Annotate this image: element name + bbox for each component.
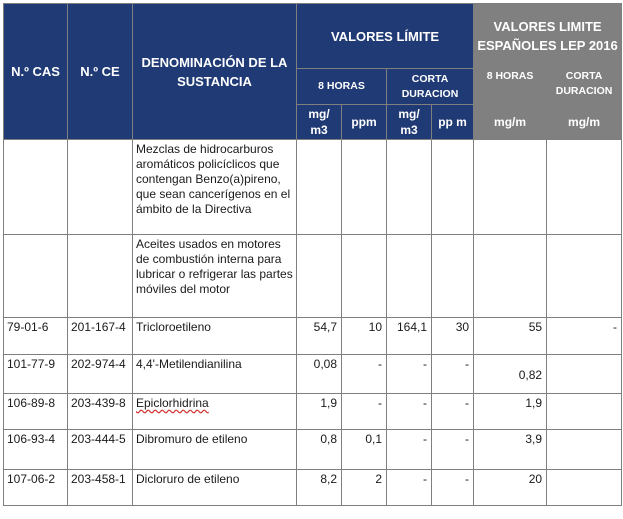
table-row [4, 140, 622, 235]
cell-v2 [342, 140, 387, 235]
cell-ce [68, 235, 133, 318]
cell-v1: 8,2 [297, 470, 342, 506]
cell-ce: 202-974-4 [68, 355, 133, 394]
header-valores-espanoles: VALORES LIMITE ESPAÑOLES LEP 2016 [474, 4, 622, 69]
cell-ce [68, 140, 133, 235]
cell-v4: - [432, 470, 474, 506]
cell-v2: 10 [342, 318, 387, 355]
cell-v6 [547, 355, 622, 394]
cell-v3: 164,1 [387, 318, 432, 355]
cell-v5 [474, 235, 547, 318]
cell-v6 [547, 394, 622, 430]
cell-v2: 2 [342, 470, 387, 506]
cell-ce: 203-458-1 [68, 470, 133, 506]
unit-ppm-8h: ppm [342, 105, 387, 140]
cell-v5: 20 [474, 470, 547, 506]
cell-v1 [297, 140, 342, 235]
cell-v2: 0,1 [342, 430, 387, 470]
cell-v4: - [432, 355, 474, 394]
cell-v4: - [432, 430, 474, 470]
cell-v1: 54,7 [297, 318, 342, 355]
header-ce: N.º CE [68, 4, 133, 140]
header-corta-duracion: CORTA DURACION [387, 69, 474, 105]
cell-name [133, 394, 297, 430]
cell-v3: - [387, 470, 432, 506]
cell-v5: 1,9 [474, 394, 547, 430]
spellcheck-word: Epiclorhidrina [136, 396, 209, 410]
cell-v2: - [342, 394, 387, 430]
cell-name: Mezclas de hidrocarburos aromáticos policíclicos que contengan Benzo(a)pireno, que sean cancerígenos en el ámbito de la Directiva [133, 140, 297, 235]
cell-ce: 201-167-4 [68, 318, 133, 355]
unit-mg-m-8h-es: mg/m [474, 105, 547, 140]
limit-values-table [3, 3, 622, 506]
table-row [4, 470, 622, 506]
cell-cas: 107-06-2 [4, 470, 68, 506]
header-8-horas-es: 8 HORAS [474, 69, 547, 105]
cell-cas [4, 235, 68, 318]
cell-name: 4,4'-Metilendianilina [133, 355, 297, 394]
cell-v1: 0,08 [297, 355, 342, 394]
cell-name: Dibromuro de etileno [133, 430, 297, 470]
table-row [4, 430, 622, 470]
cell-ce: 203-439-8 [68, 394, 133, 430]
cell-v4 [432, 235, 474, 318]
cell-v6: - [547, 318, 622, 355]
header-cas: N.º CAS [4, 4, 68, 140]
header-8-horas: 8 HORAS [297, 69, 387, 105]
cell-v3: - [387, 355, 432, 394]
cell-ce: 203-444-5 [68, 430, 133, 470]
cell-v2 [342, 235, 387, 318]
cell-v2: - [342, 355, 387, 394]
cell-name: Aceites usados en motores de combustión interna para lubricar o refrigerar las partes móviles del motor [133, 235, 297, 318]
unit-mg-m-corta-es: mg/m [547, 105, 622, 140]
cell-v5: 3,9 [474, 430, 547, 470]
cell-v6 [547, 235, 622, 318]
cell-v1 [297, 235, 342, 318]
table-row [4, 235, 622, 318]
cell-v4: - [432, 394, 474, 430]
table-row [4, 355, 622, 394]
unit-ppm-corta: pp m [432, 105, 474, 140]
cell-v4: 30 [432, 318, 474, 355]
cell-v4 [432, 140, 474, 235]
cell-v6 [547, 430, 622, 470]
header-valores-limite: VALORES LÍMITE [297, 4, 474, 69]
cell-v1: 0,8 [297, 430, 342, 470]
cell-v5: 0,82 [474, 355, 547, 394]
table-row [4, 394, 622, 430]
cell-v3: - [387, 430, 432, 470]
unit-mg-m3-corta: mg/ m3 [387, 105, 432, 140]
cell-cas [4, 140, 68, 235]
cell-cas: 106-89-8 [4, 394, 68, 430]
header-corta-duracion-es: CORTA DURACION [547, 69, 622, 105]
cell-name: Dicloruro de etileno [133, 470, 297, 506]
cell-v5: 55 [474, 318, 547, 355]
cell-v6 [547, 140, 622, 235]
cell-v3 [387, 140, 432, 235]
cell-v5 [474, 140, 547, 235]
table-row [4, 318, 622, 355]
cell-name: Tricloroetileno [133, 318, 297, 355]
cell-v3 [387, 235, 432, 318]
cell-v6 [547, 470, 622, 506]
header-denominacion: DENOMINACIÓN DE LA SUSTANCIA [133, 4, 297, 140]
cell-v3: - [387, 394, 432, 430]
cell-cas: 79-01-6 [4, 318, 68, 355]
unit-mg-m3-8h: mg/ m3 [297, 105, 342, 140]
cell-v1: 1,9 [297, 394, 342, 430]
cell-cas: 101-77-9 [4, 355, 68, 394]
cell-cas: 106-93-4 [4, 430, 68, 470]
